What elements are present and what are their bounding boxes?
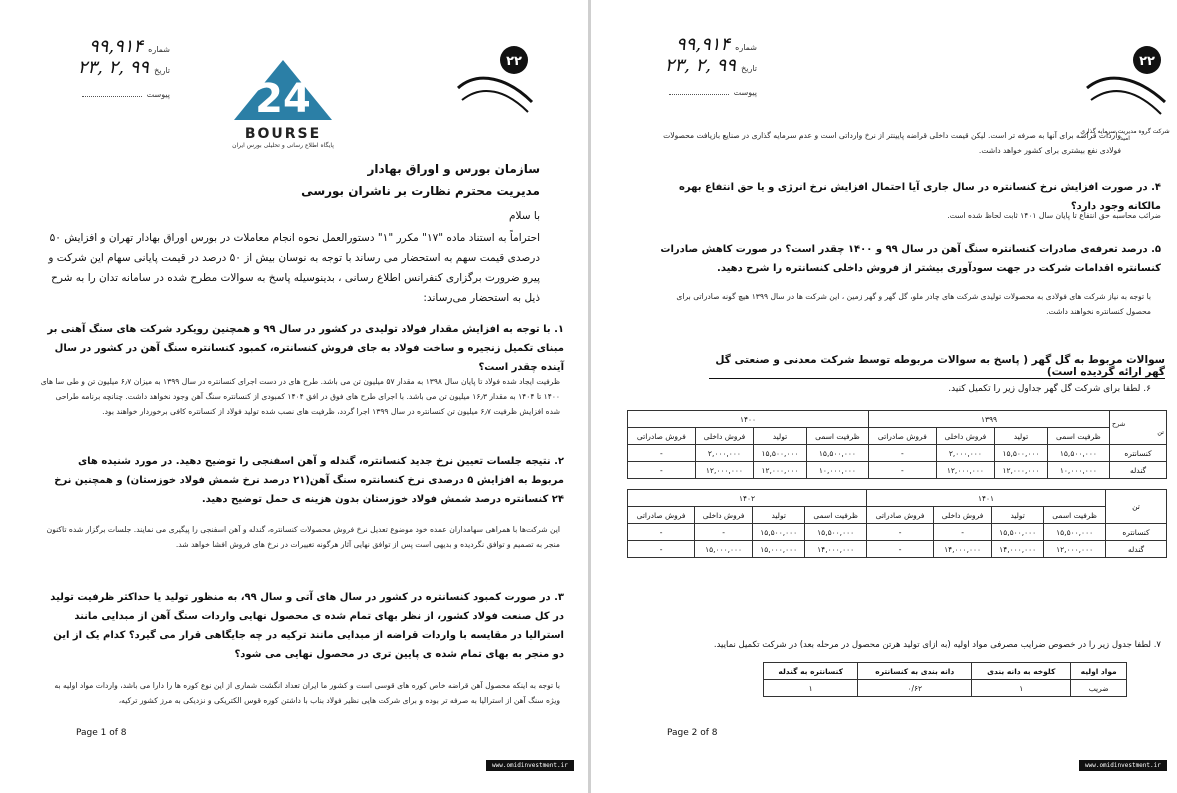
table-cell: ۱۵,۵۰۰,۰۰۰: [1044, 524, 1106, 541]
table-cell: ۱۲,۰۰۰,۰۰۰: [695, 462, 754, 479]
table-row: [764, 680, 1127, 697]
letter-number-block: [647, 34, 757, 99]
row-label: کنسانتره: [1110, 445, 1167, 462]
coefficient-table: [763, 662, 1127, 697]
table-cell: ۱۲,۰۰۰,۰۰۰: [936, 462, 995, 479]
table-cell: -: [869, 462, 937, 479]
column-header: فروش صادراتی: [867, 507, 934, 524]
table-cell: ۱۵,۰۰۰,۰۰۰: [695, 541, 753, 558]
column-header: ظرفیت اسمی: [1044, 507, 1106, 524]
table-cell: -: [934, 524, 992, 541]
column-header: فروش صادراتی: [869, 428, 937, 445]
omid-logo: [1077, 40, 1173, 142]
bourse24-logo: [228, 58, 338, 150]
question-2: ۲. نتیجه جلسات تعیین نرخ جدید کنسانتره، گندله و آهن اسفنجی را توضیح دهید. در مورد شنیده های مربوط به افزایش ۵ درصدی نرخ کنسانتره سنگ آهن(۲۱ درصد نرخ شمش فولاد خوزستان) و همچنین نرخ ۲۴ کنسانتره درصد شمش فولاد خوزستان بدون هزینه ی حمل توضیح دهید.: [54, 456, 564, 505]
omid-logo: [448, 40, 540, 120]
table-cell: ۱: [764, 680, 858, 697]
table-row: [628, 524, 1167, 541]
column-header: تولید: [754, 428, 807, 445]
production-table-1401-1402: [627, 489, 1167, 558]
table-row: [628, 541, 1167, 558]
attachment-dots: [669, 86, 729, 95]
date-label: تاریخ: [741, 64, 757, 73]
attachment-label: پیوست: [733, 88, 757, 97]
table-cell: ۱۵,۵۰۰,۰۰۰: [806, 445, 868, 462]
bourse-subtitle: پایگاه اطلاع رسانی و تحلیلی بورس ایران: [232, 142, 334, 149]
date-label: تاریخ: [154, 66, 170, 75]
footer-website: www.omidinvestment.ir: [1079, 760, 1167, 771]
recipient-block: [60, 158, 540, 202]
bourse24-emblem-icon: [228, 58, 338, 122]
omid-emblem-icon: [1077, 40, 1173, 124]
intro-paragraph: احتراماً به استناد ماده "۱۷" مکرر "۱" دستورالعمل نحوه انجام معاملات در بورس اوراق بهادار تهران و افزایش ۵۰ درصدی قیمت سهم به استحضار می رساند با توجه به نوسان بیش از ۵۰ درصد در قیمت پایانی سهام این شرکت و پیرو ضرورت برگزاری کنفرانس اطلاع رسانی ، بدینوسیله پاسخ به سوالات مطرح شده در سامانه تدان را به شرح ذیل به استحضار می‌رساند:: [48, 232, 540, 304]
letter-number-block: [60, 36, 170, 101]
answer-3-partial: با توجه به اینکه محصول آهن قراضه خاص کوره های قوسی است و کشور ما ایران تعداد انگشت شماری از این نوع کوره ها را دارا می باشد، واردات مواد اولیه به ویژه سنگ آهن از استرالیا به صرفه تر بوده و برای شرکت هایی نظیر فولاد بناب با داشتن کوره قوس الکتریکی و نزدیکی به مرز کشور ترکیه،: [54, 681, 560, 705]
table-cell: ۱۲,۰۰۰,۰۰۰: [1044, 541, 1106, 558]
table-cell: -: [628, 445, 696, 462]
column-header: ظرفیت اسمی: [806, 428, 868, 445]
page-number: Page 2 of 8: [667, 728, 718, 738]
table-row: [628, 462, 1167, 479]
table-cell: -: [628, 524, 695, 541]
table-cell: ۱۵,۵۰۰,۰۰۰: [992, 524, 1044, 541]
column-header: کنسانتره به گندله: [764, 663, 858, 680]
table-cell: ۱۵,۵۰۰,۰۰۰: [995, 445, 1048, 462]
column-header: کلوخه به دانه بندی: [972, 663, 1071, 680]
table-cell: ۱۴,۰۰۰,۰۰۰: [992, 541, 1044, 558]
svg-text:۲۲: ۲۲: [506, 54, 522, 69]
year-header: ۱۴۰۱: [867, 490, 1106, 507]
table-cell: -: [869, 445, 937, 462]
row-label: کنسانتره: [1106, 524, 1167, 541]
table-cell: ۱: [972, 680, 1071, 697]
page-number: Page 1 of 8: [76, 728, 127, 738]
svg-text:24: 24: [255, 76, 311, 122]
table-cell: ۱۵,۵۰۰,۰۰۰: [1047, 445, 1109, 462]
column-header: ظرفیت اسمی: [1047, 428, 1109, 445]
table-cell: -: [628, 462, 696, 479]
letter-date: ۹۹ ,۲ ,۲۳: [664, 55, 736, 76]
column-header: مواد اولیه: [1071, 663, 1127, 680]
bourse-wordmark: BOURSE: [244, 126, 322, 142]
question-1: ۱. با توجه به افزایش مقدار فولاد تولیدی در کشور در سال ۹۹ و همچنین رویکرد شرکت های سنگ آهنی بر مبنای تکمیل زنجیره و ساخت فولاد به جای فروش کنسانتره، کمبود کنسانتره سنگ آهن در کشور در سال آینده چقدر است؟: [47, 324, 564, 373]
recipient-line-2: مدیریت محترم نظارت بر ناشران بورسی: [301, 184, 540, 198]
table-cell: ۱۴,۰۰۰,۰۰۰: [934, 541, 992, 558]
document-page-2: [591, 0, 1177, 793]
production-table-1399-1400: [627, 410, 1167, 479]
letter-number-label: شماره: [735, 43, 757, 52]
table-cell: ۱۵,۰۰۰,۰۰۰: [753, 541, 805, 558]
column-header: فروش صادراتی: [628, 507, 695, 524]
document-page-1: [0, 0, 588, 793]
company-name: شرکت گروه مدیریت سرمایه گذاری امید: [1080, 128, 1170, 142]
table-cell: ۱۵,۵۰۰,۰۰۰: [753, 524, 805, 541]
column-header: فروش داخلی: [695, 507, 753, 524]
table-cell: ۱۴,۰۰۰,۰۰۰: [805, 541, 867, 558]
year-header: ۱۴۰۰: [628, 411, 869, 428]
section-title-golgohar: سوالات مربوط به گل گهر ( پاسخ به سوالات مربوطه توسط شرکت معدنی و صنعتی گل گهر ارائه گردیده است): [709, 354, 1165, 379]
column-header: تولید: [753, 507, 805, 524]
question-6: ۶. لطفا برای شرکت گل گهر جداول زیر را تکمیل کنید.: [948, 384, 1151, 394]
table-cell: -: [628, 541, 695, 558]
table-cell: ۱۲,۰۰۰,۰۰۰: [995, 462, 1048, 479]
column-header: تولید: [992, 507, 1044, 524]
column-header: فروش صادراتی: [628, 428, 696, 445]
answer-5: با توجه به نیاز شرکت های فولادی به محصولات تولیدی شرکت های چادر ملو، گل گهر و گهر زمین ، این شرکت ها در سال ۱۳۹۹ هیچ گونه صادراتی برای محصول کنسانتره نخواهند داشت.: [676, 292, 1151, 316]
greeting: با سلام: [508, 210, 540, 222]
letter-number-label: شماره: [148, 45, 170, 54]
question-3: ۳. در صورت کمبود کنسانتره در کشور در سال های آتی و سال ۹۹، به منظور تولید یا حداکثر ظرفیت تولید در کل صنعت فولاد کشور، از نظر بهای تمام شده ی محصول نهایی واردات سنگ آهن از مبدایی مانند استرالیا در مقایسه با واردات قراضه از مبدایی مانند ترکیه در چه جایگاهی قرار می گیرد؟ کدام یک از این دو منجر به بهای تمام شده ی پایین تری در محصول نهایی می شود؟: [50, 592, 564, 660]
answer-3-continued: واردات قراضه برای آنها به صرفه تر است. لیکن قیمت داخلی قراضه پایینتر از نرخ وارداتی است و عدم سرمایه گذاری در صنایع بازیافت محصولات فولادی نفع بیشتری برای کشور خواهد داشت.: [663, 131, 1121, 155]
footer-website: www.omidinvestment.ir: [486, 760, 574, 771]
table-cell: ۱۰,۰۰۰,۰۰۰: [1047, 462, 1109, 479]
column-header: فروش داخلی: [934, 507, 992, 524]
svg-text:۲۲: ۲۲: [1139, 54, 1155, 69]
table-cell: ۲,۰۰۰,۰۰۰: [695, 445, 754, 462]
table-cell: ۲,۰۰۰,۰۰۰: [936, 445, 995, 462]
letter-number: ۹۹,۹۱۴: [89, 36, 144, 57]
table-cell: -: [867, 524, 934, 541]
omid-emblem-icon: [448, 40, 540, 120]
row-label: ضریب: [1071, 680, 1127, 697]
answer-1: ظرفیت ایجاد شده فولاد تا پایان سال ۱۳۹۸ به مقدار ۵۷ میلیون تن می باشد. طرح های در دست اجرای کنسانتره در سال ۱۳۹۹ به میزان ۶٫۷ میلیون تن و طی سا های ۱۴۰۰ تا ۱۴۰۴ به مقدار ۱۶٫۳ میلیون تن می باشد. با اجرای طرح های فوق در افق ۱۴۰۴ کمبودی از کنسانتره سنگ آهن وجود نخواهد داشت. چنانچه برنامه طراحی شده افزایش ظرفیت ۶٫۷ میلیون تن کنسانتره در سال ۱۳۹۹ اجرا گردد، ظرفیت های نصب شده تولید فولاد از کنسانتره کافی برخوردار خواهند بود.: [40, 377, 560, 416]
year-header: ۱۳۹۹: [869, 411, 1110, 428]
attachment-label: پیوست: [146, 90, 170, 99]
column-header: فروش داخلی: [936, 428, 995, 445]
year-header: ۱۴۰۲: [628, 490, 867, 507]
row-label: گندله: [1106, 541, 1167, 558]
column-header: تولید: [995, 428, 1048, 445]
column-header: ظرفیت اسمی: [805, 507, 867, 524]
table-cell: ۱۲,۰۰۰,۰۰۰: [754, 462, 807, 479]
recipient-line-1: سازمان بورس و اوراق بهادار: [367, 162, 540, 176]
table-corner-cell: شرح تن: [1110, 411, 1167, 445]
row-label: گندله: [1110, 462, 1167, 479]
column-header: فروش داخلی: [695, 428, 754, 445]
column-header: دانه بندی به کنسانتره: [858, 663, 972, 680]
table-cell: ۱۵,۵۰۰,۰۰۰: [754, 445, 807, 462]
letter-date: ۹۹ ,۲ ,۲۳: [77, 57, 149, 78]
table-row: [628, 445, 1167, 462]
answer-2: این شرکت‌ها با همراهی سهامداران عمده خود موضوع تعدیل نرخ فروش محصولات کنسانتره، گندله و آهن اسفنجی را پیگیری می نمایند. جلسات برگزار شده تاکنون منجر به تصمیم و توافق نگردیده و بدیهی است پس از توافق نهایی آثار هرگونه تغییرات در نرخ های فروش افشا خواهد شد.: [46, 525, 560, 549]
table-corner-cell: تن: [1106, 490, 1167, 524]
table-cell: ۱۵,۵۰۰,۰۰۰: [805, 524, 867, 541]
question-5: ۵. درصد تعرفه‌ی صادرات کنسانتره سنگ آهن در سال ۹۹ و ۱۴۰۰ چقدر است؟ در صورت کاهش صادرات کنسانتره اقدامات شرکت در جهت سودآوری بیشتر از فروش داخلی کنسانتره را شرح دهید.: [660, 244, 1161, 274]
production-tables: [627, 410, 1167, 558]
table-cell: -: [867, 541, 934, 558]
table-cell: -: [695, 524, 753, 541]
question-7: ۷. لطفا جدول زیر را در خصوص ضرایب مصرفی مواد اولیه (به ازای تولید هرتن محصول در مرحله بعد) در شرکت تکمیل نمایید.: [713, 640, 1161, 650]
letter-number: ۹۹,۹۱۴: [676, 34, 731, 55]
question-4: ۴. در صورت افزایش نرخ کنسانتره در سال جاری آیا احتمال افزایش نرخ انرژی و یا حق انتفاع بهره مالکانه وجود دارد؟: [678, 182, 1161, 212]
table-cell: ۱۰,۰۰۰,۰۰۰: [806, 462, 868, 479]
attachment-dots: [82, 88, 142, 97]
table-cell: ۰/۶۲: [858, 680, 972, 697]
answer-4: ضرائب محاسبه حق انتفاع تا پایان سال ۱۴۰۱ ثابت لحاظ شده است.: [947, 211, 1161, 220]
